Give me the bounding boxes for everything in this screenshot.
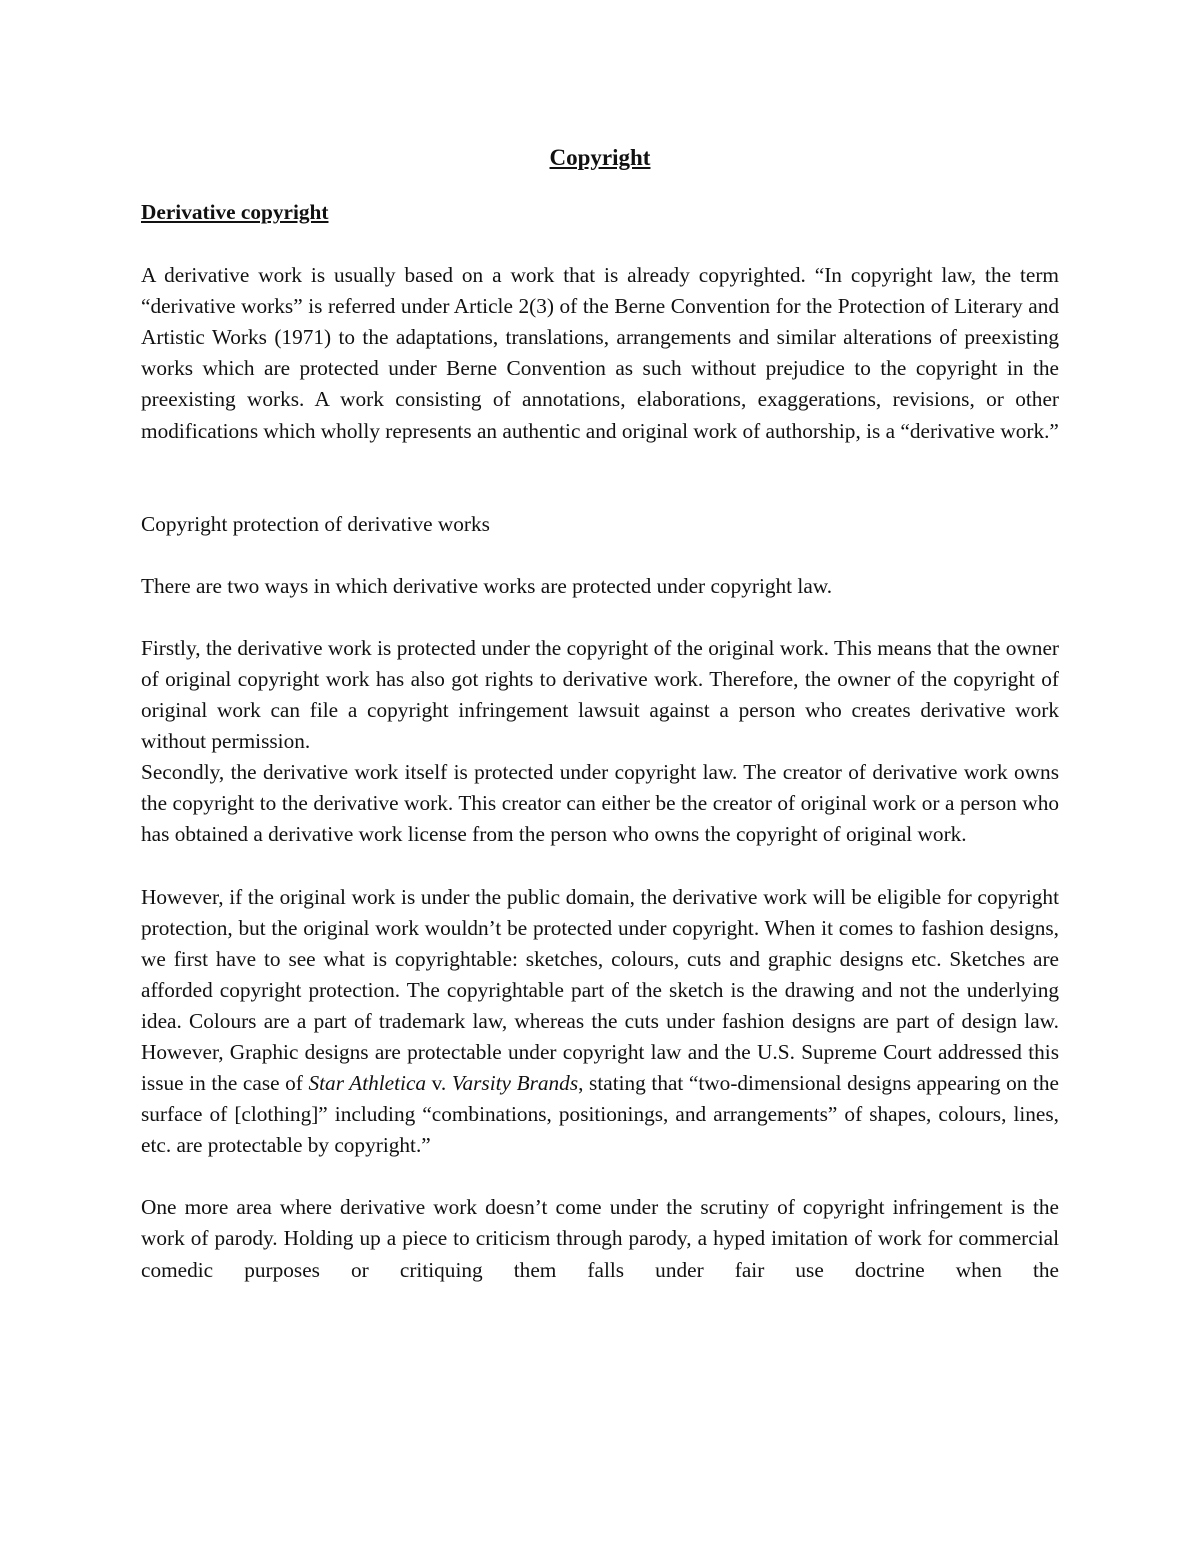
section-heading: Derivative copyright <box>141 200 329 224</box>
document-title: Copyright <box>549 145 651 170</box>
paragraph-secondly: Secondly, the derivative work itself is protected under copyright law. The creator of derivative work owns the copyright to the derivative work. This creator can either be the creator of original work or a person who has obtained a derivative work license from the person who owns the copyright of original work. <box>141 760 1059 847</box>
paragraph-two-ways: There are two ways in which derivative works are protected under copyright law. <box>141 573 833 598</box>
paragraph-public-domain-text-end: , stating that “two-dimensional designs appearing on the surface of [clothing]” including “combinations, positionings, and arrangements” of shapes, colours, lines, etc. are protectable by copyright.” <box>141 1071 1060 1158</box>
paragraph-firstly: Firstly, the derivative work is protected under the copyright of the original work. This means that the owner of original copyright work has also got rights to derivative work. Therefore, the owner of the copyright of original work can file a copyright infringement lawsuit against a person who creates derivative work without permission. <box>141 635 1059 754</box>
paragraph-definition: A derivative work is usually based on a work that is already copyrighted. “In copyright law, the term “derivative works” is referred under Article 2(3) of the Berne Convention for the Protection of Literary and Artistic Works (1971) to the adaptations, translations, arrangements and similar alterations of preexisting works which are protected under Berne Convention as such without prejudice to the copyright in the preexisting works. A work consisting of annotations, elaborations, exaggerations, revisions, or other modifications which wholly represents an authentic and original work of authorship, is a “derivative work.” <box>141 263 1059 443</box>
case-name-varsity-brands: Varsity Brands <box>451 1071 579 1096</box>
paragraph-public-domain <box>141 882 1059 1162</box>
paragraph-public-domain-text: However, if the original work is under the public domain, the derivative work will be eligible for copyright protection, but the original work wouldn’t be protected under copyright. When it comes to fashion designs, we first have to see what is copyrightable: sketches, colours, cuts and graphic designs etc. Sketches are afforded copyright protection. The copyrightable part of the sketch is the drawing and not the underlying idea. Colours are a part of trademark law, whereas the cuts under fashion designs are part of design law. However, Graphic designs are protectable under copyright law and the U.S. Supreme Court addressed this issue in the case of <box>141 884 1059 1096</box>
document-page <box>141 142 1059 1286</box>
case-name-star-athletica: Star Athletica <box>308 1071 427 1096</box>
paragraph-parody: One more area where derivative work doesn’t come under the scrutiny of copyright infringement is the work of parody. Holding up a piece to criticism through parody, a hyped imitation of work for commercial comedic purposes or critiquing them falls under fair use doctrine when the <box>141 1195 1059 1282</box>
subheading-protection: Copyright protection of derivative works <box>141 511 490 536</box>
case-versus: v. <box>426 1071 452 1096</box>
